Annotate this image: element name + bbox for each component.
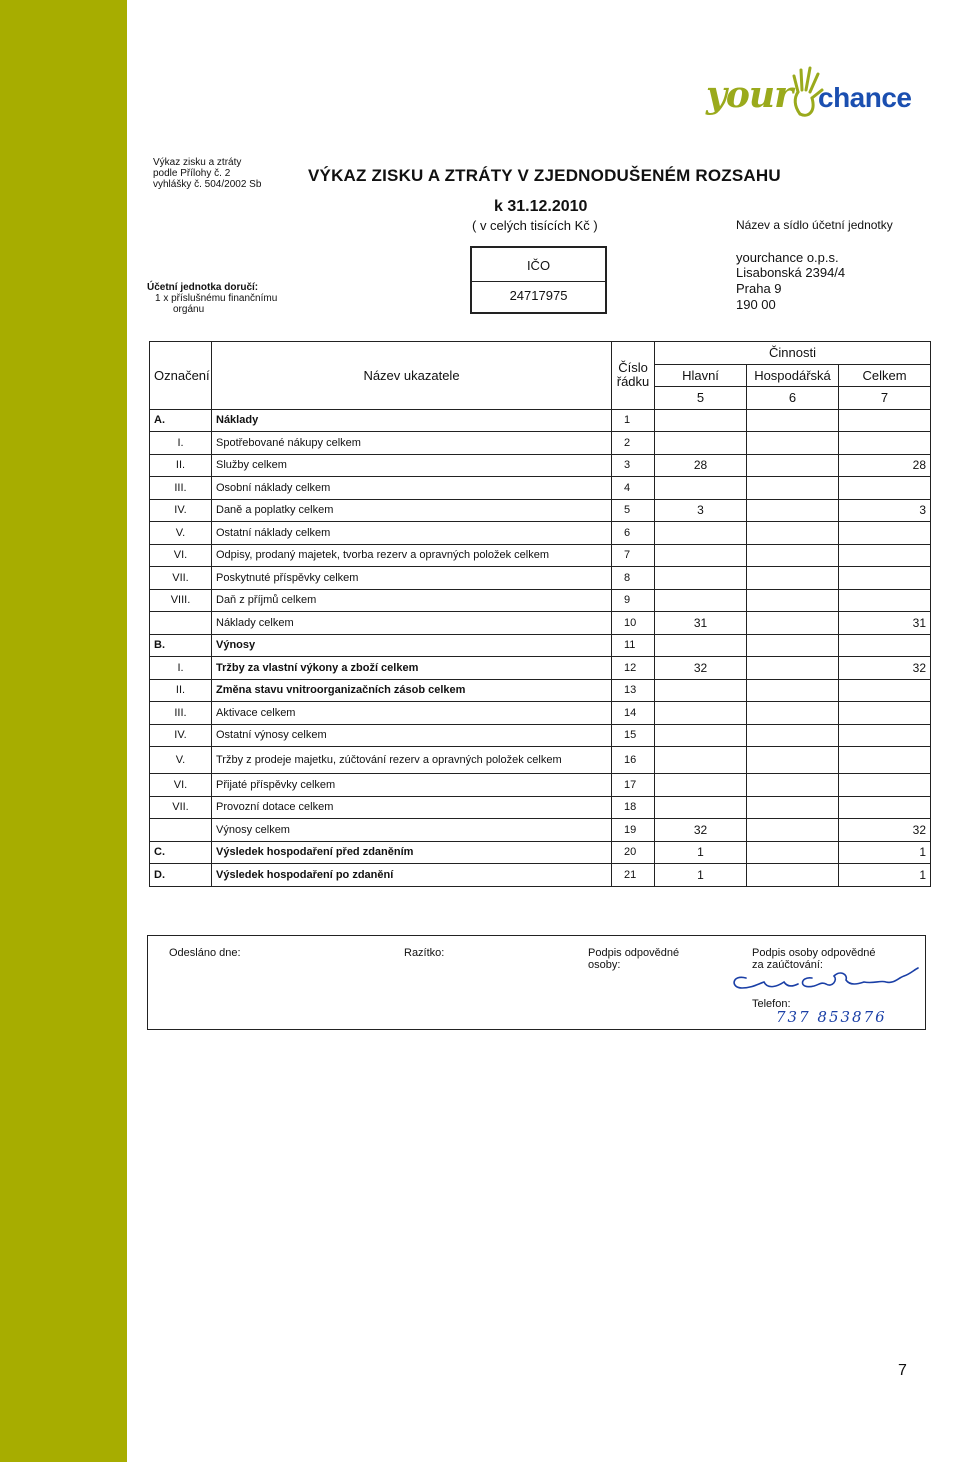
row-value-economic (747, 432, 839, 455)
row-value-total: 1 (839, 841, 931, 864)
row-name: Změna stavu vnitroorganizačních zásob celkem (212, 679, 612, 702)
row-value-total: 31 (839, 612, 931, 635)
header-activities: Činnosti (655, 342, 931, 365)
row-value-economic (747, 544, 839, 567)
row-mark: I. (150, 432, 212, 455)
row-value-total (839, 544, 931, 567)
row-value-main (655, 544, 747, 567)
header-mark: Označení (150, 342, 212, 410)
row-value-main (655, 679, 747, 702)
row-value-main (655, 634, 747, 657)
row-value-main: 31 (655, 612, 747, 635)
phone-value: 737 853876 (776, 1008, 887, 1026)
row-mark: VI. (150, 544, 212, 567)
row-value-main (655, 567, 747, 590)
row-name: Tržby z prodeje majetku, zúčtování rezerv a opravných položek celkem (212, 747, 612, 774)
income-statement-table (149, 341, 931, 887)
row-number: 17 (612, 774, 655, 797)
table-row (150, 589, 931, 612)
row-number: 10 (612, 612, 655, 635)
responsible-label-1: Podpis odpovědné (588, 947, 680, 959)
row-value-main: 1 (655, 864, 747, 887)
row-name: Daně a poplatky celkem (212, 499, 612, 522)
page-number: 7 (898, 1362, 907, 1379)
ico-label: IČO (526, 258, 551, 273)
row-value-total (839, 702, 931, 725)
row-value-main (655, 522, 747, 545)
row-value-total (839, 634, 931, 657)
legal-ref-line-1: Výkaz zisku a ztráty (153, 157, 242, 168)
row-number: 11 (612, 634, 655, 657)
row-name: Výsledek hospodaření před zdaněním (212, 841, 612, 864)
row-number: 9 (612, 589, 655, 612)
row-value-economic (747, 796, 839, 819)
row-value-main (655, 432, 747, 455)
table-row (150, 454, 931, 477)
entity-heading: Název a sídlo účetní jednotky (736, 218, 893, 232)
stamp-label: Razítko: (404, 947, 445, 959)
row-value-total (839, 724, 931, 747)
table-row (150, 679, 931, 702)
row-value-economic (747, 589, 839, 612)
row-name: Provozní dotace celkem (212, 796, 612, 819)
header-economic: Hospodářská (747, 364, 839, 387)
row-value-main (655, 589, 747, 612)
row-name: Výsledek hospodaření po zdanění (212, 864, 612, 887)
row-name: Náklady celkem (212, 612, 612, 635)
row-value-total (839, 477, 931, 500)
row-value-economic (747, 657, 839, 680)
row-value-main (655, 702, 747, 725)
row-value-total (839, 774, 931, 797)
row-number: 8 (612, 567, 655, 590)
header-row-number: Číslo řádku (612, 342, 655, 410)
table-row (150, 634, 931, 657)
header-main: Hlavní (655, 364, 747, 387)
table-row (150, 796, 931, 819)
row-value-economic (747, 477, 839, 500)
row-mark: VIII. (150, 589, 212, 612)
row-number: 12 (612, 657, 655, 680)
row-mark: VI. (150, 774, 212, 797)
entity-city: Praha 9 (736, 281, 782, 296)
row-number: 2 (612, 432, 655, 455)
row-number: 19 (612, 819, 655, 842)
row-value-economic (747, 522, 839, 545)
row-mark: I. (150, 657, 212, 680)
row-mark: IV. (150, 724, 212, 747)
entity-name: yourchance o.p.s. (736, 250, 839, 265)
logo-word-your: your (706, 74, 793, 116)
sidebar-band (0, 0, 127, 1462)
table-row (150, 477, 931, 500)
row-name: Přijaté příspěvky celkem (212, 774, 612, 797)
legal-reference (153, 157, 261, 190)
row-number: 3 (612, 454, 655, 477)
row-name: Daň z příjmů celkem (212, 589, 612, 612)
table-row (150, 819, 931, 842)
header-row-activities (150, 342, 931, 365)
row-mark: II. (150, 679, 212, 702)
row-mark: D. (150, 864, 212, 887)
table-row (150, 747, 931, 774)
row-value-total: 32 (839, 657, 931, 680)
document-date: k 31.12.2010 (494, 198, 588, 215)
row-mark: B. (150, 634, 212, 657)
row-mark: C. (150, 841, 212, 864)
col-number-economic: 6 (747, 387, 839, 410)
row-mark: III. (150, 477, 212, 500)
row-mark: VII. (150, 796, 212, 819)
row-value-total (839, 432, 931, 455)
delivery-text-1: 1 x příslušnému finančnímu (155, 293, 278, 304)
row-name: Výnosy celkem (212, 819, 612, 842)
delivery-note (147, 282, 277, 315)
row-value-total (839, 567, 931, 590)
table-row (150, 612, 931, 635)
row-name: Služby celkem (212, 454, 612, 477)
row-value-total: 32 (839, 819, 931, 842)
row-name: Ostatní náklady celkem (212, 522, 612, 545)
responsible-label-2: osoby: (588, 959, 621, 971)
table-row (150, 499, 931, 522)
row-value-main (655, 724, 747, 747)
row-value-total: 28 (839, 454, 931, 477)
row-value-economic (747, 634, 839, 657)
row-number: 5 (612, 499, 655, 522)
row-value-economic (747, 747, 839, 774)
accounting-label-2: za zaúčtování: (752, 959, 823, 971)
row-mark: A. (150, 409, 212, 432)
entity-street: Lisabonská 2394/4 (736, 265, 846, 280)
row-value-main (655, 477, 747, 500)
row-number: 15 (612, 724, 655, 747)
row-value-main: 1 (655, 841, 747, 864)
row-value-main: 32 (655, 657, 747, 680)
row-value-economic (747, 567, 839, 590)
table-row (150, 724, 931, 747)
row-mark (150, 612, 212, 635)
table-row (150, 522, 931, 545)
ico-box (470, 246, 607, 314)
row-value-economic (747, 612, 839, 635)
row-name: Aktivace celkem (212, 702, 612, 725)
row-number: 13 (612, 679, 655, 702)
header-total: Celkem (839, 364, 931, 387)
row-name: Odpisy, prodaný majetek, tvorba rezerv a opravných položek celkem (212, 544, 612, 567)
row-value-total (839, 796, 931, 819)
col-number-main: 5 (655, 387, 747, 410)
signature-box (147, 935, 926, 1030)
sent-date-label: Odesláno dne: (169, 947, 241, 959)
document-title: VÝKAZ ZISKU A ZTRÁTY V ZJEDNODUŠENÉM ROZSAHU (308, 166, 781, 185)
row-value-economic (747, 841, 839, 864)
row-value-economic (747, 702, 839, 725)
row-name: Ostatní výnosy celkem (212, 724, 612, 747)
row-number: 14 (612, 702, 655, 725)
table-row (150, 841, 931, 864)
delivery-label: Účetní jednotka doručí: (147, 282, 259, 293)
row-number: 7 (612, 544, 655, 567)
header-name: Název ukazatele (212, 342, 612, 410)
table-row (150, 774, 931, 797)
row-name: Osobní náklady celkem (212, 477, 612, 500)
row-name: Tržby za vlastní výkony a zboží celkem (212, 657, 612, 680)
row-value-total: 3 (839, 499, 931, 522)
yourchance-logo (700, 58, 915, 132)
row-value-economic (747, 409, 839, 432)
row-number: 18 (612, 796, 655, 819)
row-number: 16 (612, 747, 655, 774)
legal-ref-line-2: podle Přílohy č. 2 (153, 168, 231, 179)
row-value-total (839, 522, 931, 545)
row-value-total: 1 (839, 864, 931, 887)
row-value-economic (747, 454, 839, 477)
row-value-total (839, 679, 931, 702)
ico-value: 24717975 (509, 288, 568, 303)
row-value-main: 28 (655, 454, 747, 477)
row-value-total (839, 589, 931, 612)
row-value-economic (747, 864, 839, 887)
row-name: Poskytnuté příspěvky celkem (212, 567, 612, 590)
document-units: ( v celých tisících Kč ) (472, 218, 598, 233)
row-value-economic (747, 499, 839, 522)
ico-divider (472, 281, 605, 282)
row-mark: IV. (150, 499, 212, 522)
row-name: Náklady (212, 409, 612, 432)
row-value-economic (747, 724, 839, 747)
row-name: Spotřebované nákupy celkem (212, 432, 612, 455)
row-name: Výnosy (212, 634, 612, 657)
row-value-economic (747, 774, 839, 797)
row-value-total (839, 747, 931, 774)
handwritten-signature (728, 966, 923, 1000)
col-number-total: 7 (839, 387, 931, 410)
row-value-economic (747, 819, 839, 842)
row-number: 6 (612, 522, 655, 545)
row-number: 1 (612, 409, 655, 432)
row-mark: III. (150, 702, 212, 725)
table-row (150, 702, 931, 725)
row-value-main (655, 774, 747, 797)
logo-word-chance: chance (818, 82, 912, 113)
legal-ref-line-3: vyhlášky č. 504/2002 Sb (153, 179, 262, 190)
row-value-main (655, 409, 747, 432)
row-mark: II. (150, 454, 212, 477)
row-mark: VII. (150, 567, 212, 590)
row-number: 4 (612, 477, 655, 500)
accounting-label-1: Podpis osoby odpovědné (752, 947, 876, 959)
row-number: 21 (612, 864, 655, 887)
table-row (150, 432, 931, 455)
row-value-main (655, 747, 747, 774)
row-value-total (839, 409, 931, 432)
row-mark: V. (150, 522, 212, 545)
row-mark (150, 819, 212, 842)
row-number: 20 (612, 841, 655, 864)
phone-label: Telefon: (752, 998, 791, 1010)
row-mark: V. (150, 747, 212, 774)
row-value-economic (747, 679, 839, 702)
row-value-main (655, 796, 747, 819)
table-row (150, 409, 931, 432)
table-row (150, 567, 931, 590)
row-value-main: 32 (655, 819, 747, 842)
entity-zip: 190 00 (736, 297, 776, 312)
table-row (150, 544, 931, 567)
table-row (150, 657, 931, 680)
table-row (150, 864, 931, 887)
row-value-main: 3 (655, 499, 747, 522)
delivery-text-2: orgánu (173, 304, 205, 315)
